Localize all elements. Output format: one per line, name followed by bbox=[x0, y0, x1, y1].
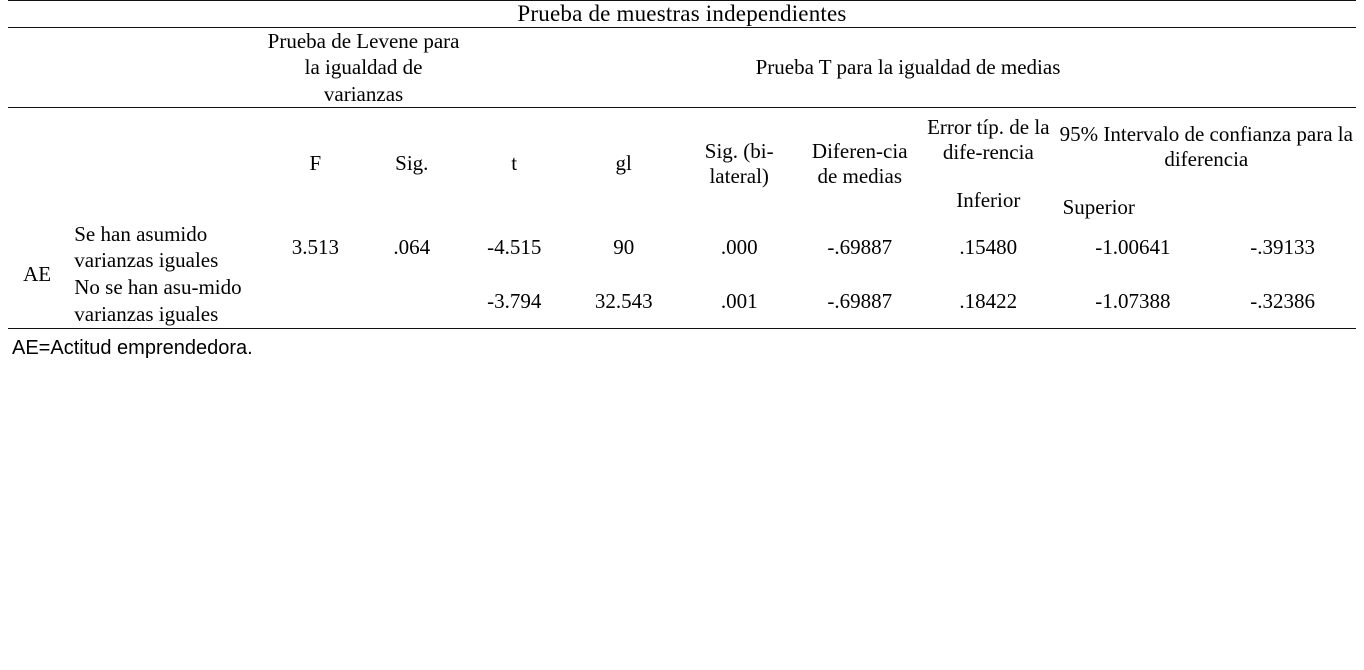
cell-t-row1: -3.794 bbox=[487, 288, 542, 313]
cell-sig-row0: .064 bbox=[393, 234, 431, 259]
cell-error-tipico-row1: .18422 bbox=[959, 288, 1018, 313]
cell-sig-row1 bbox=[364, 274, 460, 328]
row-group-label: AE bbox=[23, 261, 52, 286]
row-label-equal-variances: Se han asumido varianzas iguales bbox=[74, 221, 219, 273]
cell-inferior-row0: -1.00641 bbox=[1095, 234, 1171, 259]
page-title: Prueba de muestras independientes bbox=[517, 1, 847, 26]
group-header-empty bbox=[8, 28, 267, 107]
cell-gl-row1: 32.543 bbox=[594, 288, 653, 313]
cell-diferencia-medias-row1: -.69887 bbox=[827, 288, 893, 313]
cell-gl-row0: 90 bbox=[613, 234, 635, 259]
column-header-inferior: Inferior bbox=[956, 187, 1021, 212]
cell-t-row0: -4.515 bbox=[487, 234, 542, 259]
cell-error-tipico-row0: .15480 bbox=[959, 234, 1018, 259]
group-header-row bbox=[8, 28, 1356, 107]
column-header-row bbox=[8, 108, 1356, 221]
column-header-confidence-interval-group bbox=[1057, 108, 1356, 221]
row-label-unequal-variances: No se han asu-mido varianzas iguales bbox=[74, 275, 242, 327]
table-row bbox=[8, 221, 1356, 275]
cell-superior-row0: -.39133 bbox=[1250, 234, 1315, 259]
column-header-f: F bbox=[309, 151, 322, 176]
cell-sig-bilateral-row0: .000 bbox=[720, 234, 758, 259]
group-header-levene: Prueba de Levene para la igualdad de varianzas bbox=[267, 29, 460, 106]
column-header-sig-bilateral: Sig. (bi-lateral) bbox=[704, 138, 774, 189]
cell-f-row1 bbox=[267, 274, 363, 328]
cell-superior-row1: -.32386 bbox=[1250, 288, 1315, 313]
column-header-diferencia-medias: Diferen-cia de medias bbox=[811, 138, 908, 189]
cell-inferior-row1: -1.07388 bbox=[1095, 288, 1171, 313]
column-header-empty bbox=[8, 108, 267, 221]
column-header-superior: Superior bbox=[1062, 194, 1135, 219]
group-header-ttest: Prueba T para la igualdad de medias bbox=[755, 55, 1061, 80]
column-header-sig: Sig. bbox=[395, 151, 429, 176]
table-title-row bbox=[8, 1, 1356, 27]
column-header-gl: gl bbox=[615, 151, 632, 176]
cell-diferencia-medias-row0: -.69887 bbox=[827, 234, 893, 259]
column-header-ci-label: 95% Intervalo de confianza para la diferencia bbox=[1059, 121, 1353, 172]
table-footnote: AE=Actitud emprendedora. bbox=[12, 337, 253, 360]
column-header-error-tipico: Error típ. de la dife-rencia bbox=[927, 114, 1050, 165]
cell-f-row0: 3.513 bbox=[291, 234, 339, 259]
statistics-table bbox=[8, 1, 1356, 328]
column-header-t: t bbox=[511, 151, 518, 176]
column-header-error-tipico-group bbox=[920, 108, 1057, 221]
table-row bbox=[8, 274, 1356, 328]
cell-sig-bilateral-row1: .001 bbox=[720, 288, 758, 313]
